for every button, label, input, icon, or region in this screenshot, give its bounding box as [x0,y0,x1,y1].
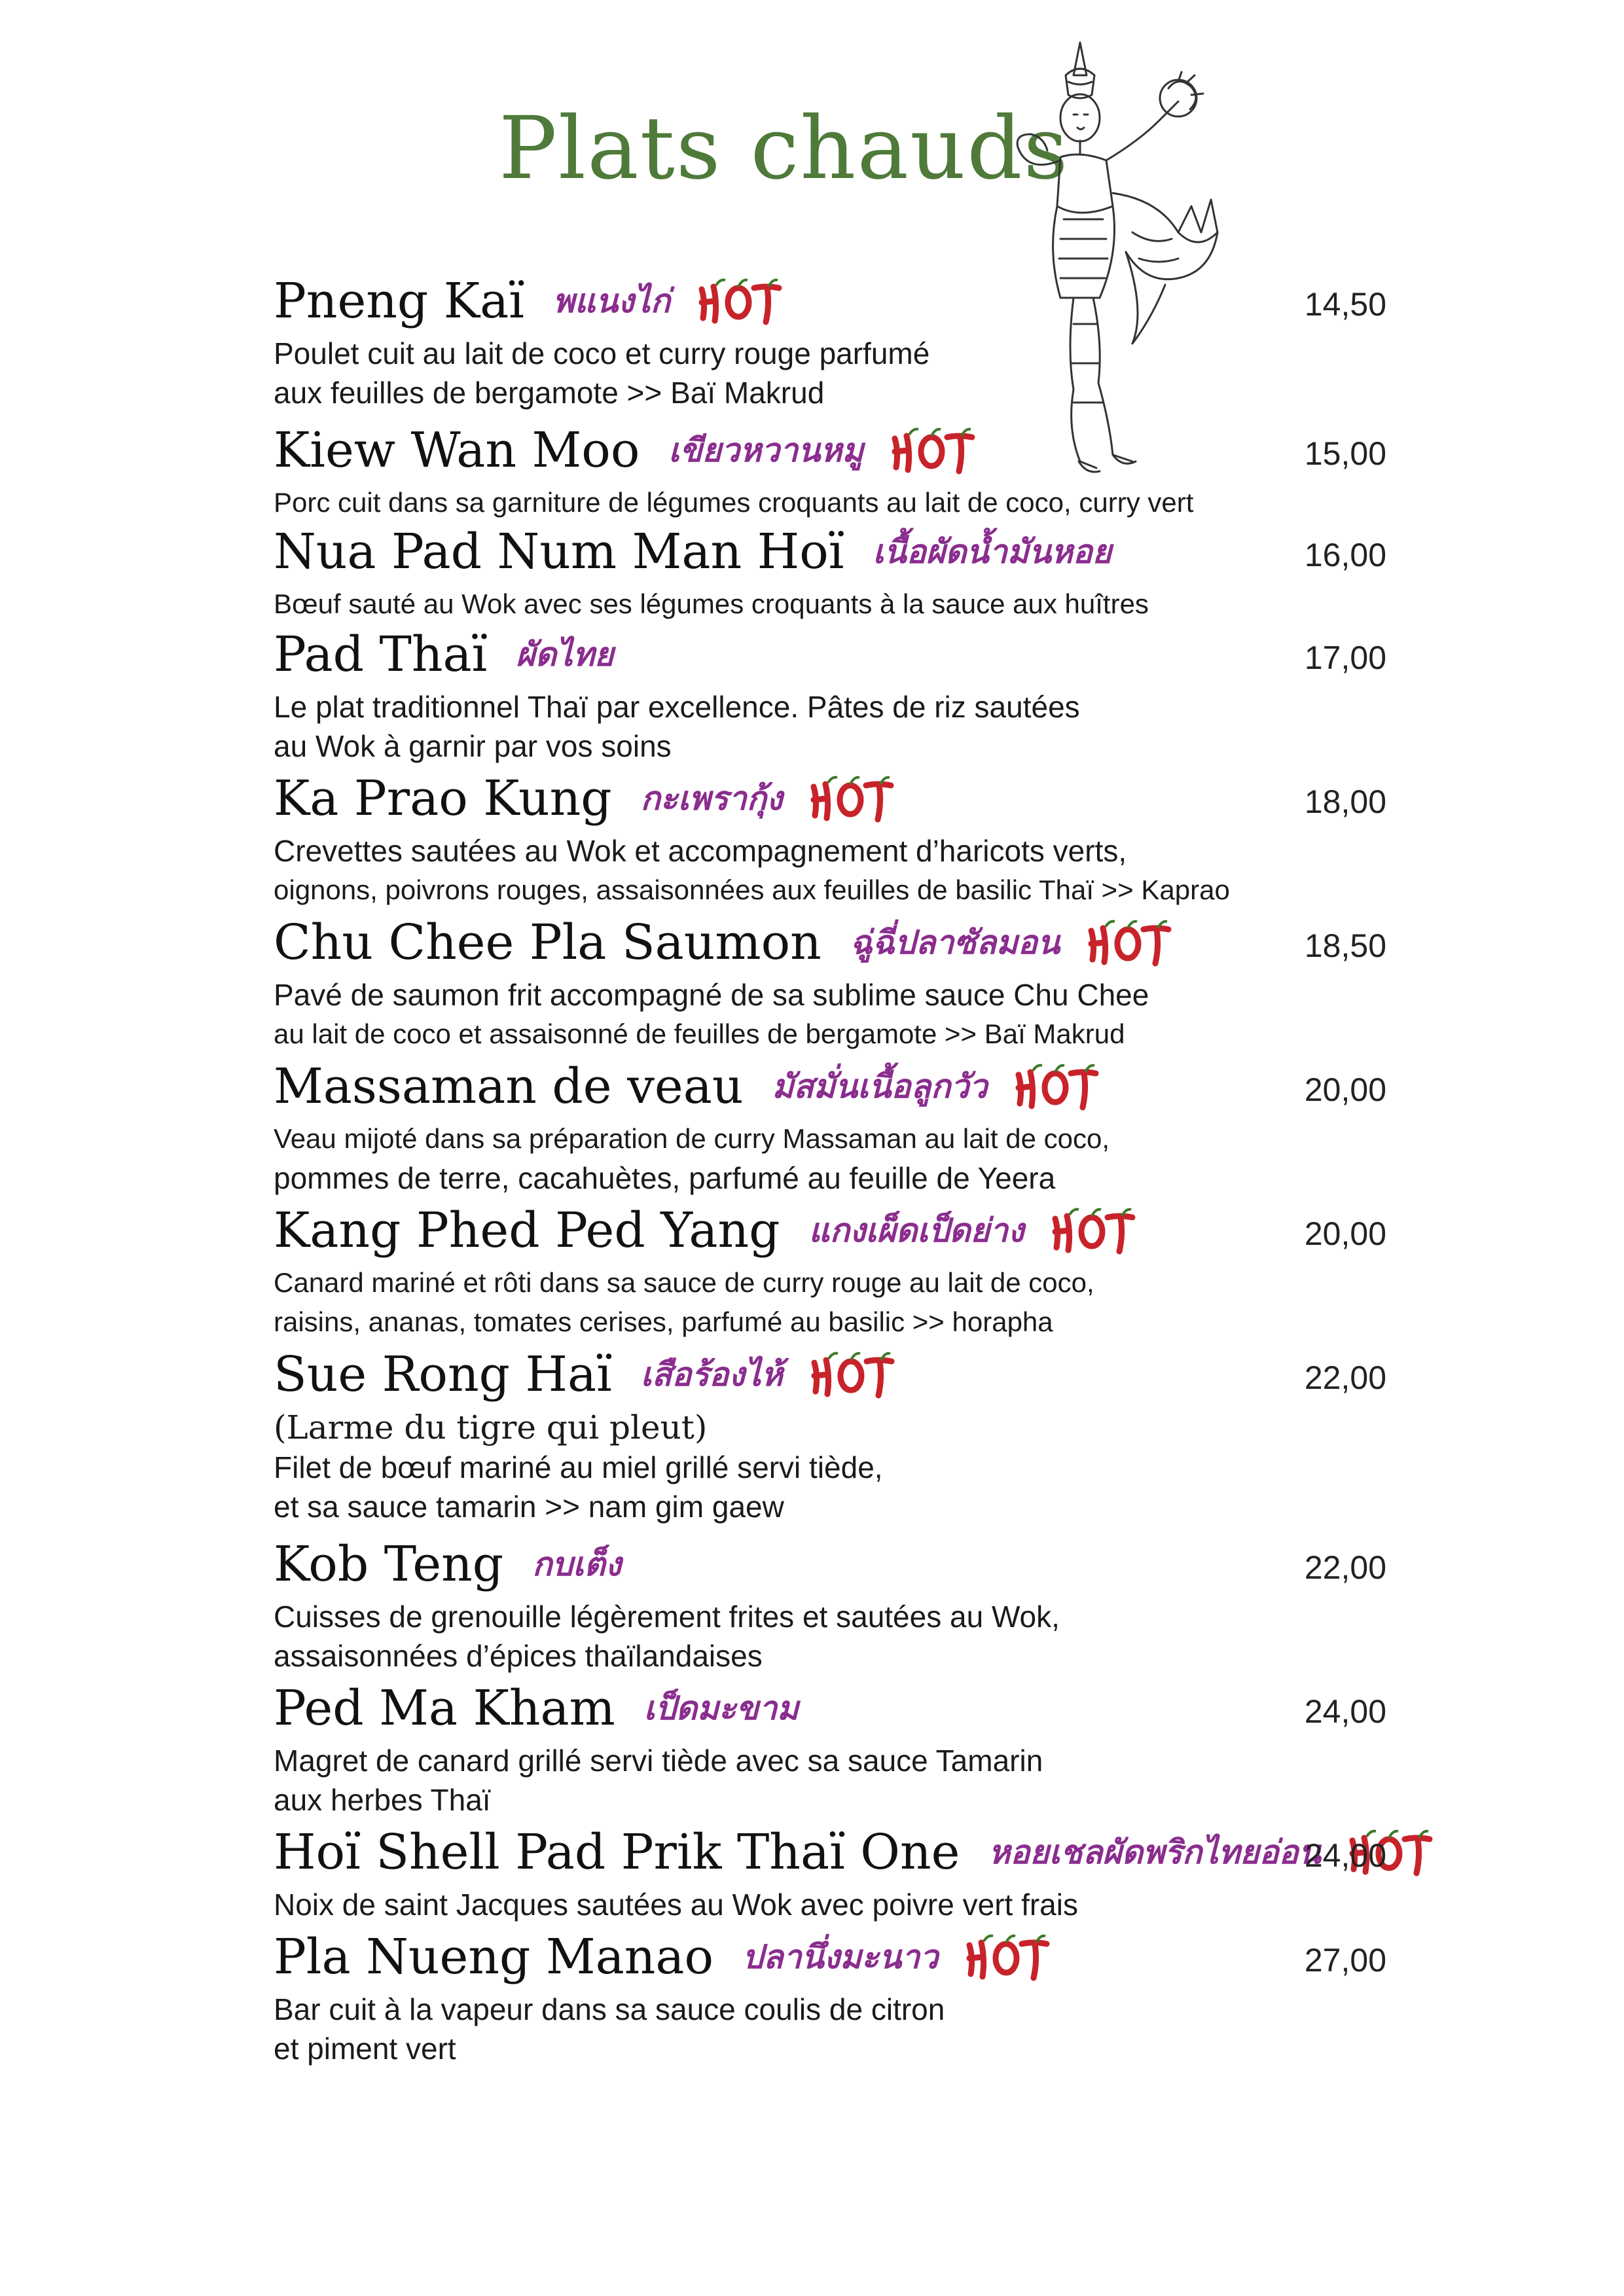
dish-thai-name: พแนงไก่ [552,281,671,320]
dish-thai-name: ปลานึ่งมะนาว [742,1937,939,1976]
menu-item [274,268,1386,412]
dish-description-line: et sa sauce tamarin >> nam gim gaew [274,1490,784,1524]
dish-price: 20,00 [1304,1215,1386,1252]
dish-description-line: Poulet cuit au lait de coco et curry rouge parfumé [274,336,930,370]
dish-name: Kiew Wan Moo [274,422,640,478]
dish-description-line: aux herbes Thaï [274,1783,491,1817]
dish-name: Ped Ma Kham [274,1680,615,1736]
dish-description-line: Magret de canard grillé servi tiède avec sa sauce Tamarin [274,1744,1043,1778]
dish-name: Pad Thaï [274,626,488,683]
dish-description-line: Veau mijoté dans sa préparation de curry Massaman au lait de coco, [274,1123,1110,1154]
menu-item-header [274,1054,1386,1119]
dish-name: Pneng Kaï [274,273,524,329]
menu-item [274,1820,1386,1924]
menu-item [274,1054,1386,1198]
hot-chili-icon [804,772,896,825]
dish-name: Kob Teng [274,1536,504,1592]
dish-description-line: Pavé de saumon frit accompagné de sa sublime sauce Chu Chee [274,978,1149,1012]
dish-description-line: Noix de saint Jacques sautées au Wok avec poivre vert frais [274,1888,1078,1922]
dish-thai-name: กะเพรากุ้ง [640,778,783,817]
dish-description-line: Bœuf sauté au Wok avec ses légumes croquants à la sauce aux huîtres [274,588,1149,619]
menu-item-header [274,1532,1386,1597]
menu-item-header [274,910,1386,975]
dish-description-line: Crevettes sautées au Wok et accompagnement d’haricots verts, [274,834,1127,868]
dish-price: 22,00 [1304,1549,1386,1586]
menu-item [274,1924,1386,2068]
dish-price: 18,50 [1304,927,1386,964]
dish-name: Nua Pad Num Man Hoï [274,524,844,580]
dish-description-line: Bar cuit à la vapeur dans sa sauce coulis de citron [274,1992,945,2026]
menu-item [274,766,1386,910]
menu-item [274,1198,1386,1342]
dish-price: 16,00 [1304,537,1386,573]
dish-thai-name: เสือร้องไห้ [640,1354,783,1393]
dish-price: 24,00 [1304,1837,1386,1874]
menu-item-header [274,418,1386,483]
hot-chili-icon [960,1931,1052,1983]
dish-name: Chu Chee Pla Saumon [274,914,821,971]
dish-thai-name: เขียวหวานหมู [668,430,864,469]
dish-price: 27,00 [1304,1942,1386,1979]
dish-subtitle: (Larme du tigre qui pleut) [274,1408,708,1446]
dish-description-line: pommes de terre, cacahuètes, parfumé au feuille de Yeera [274,1161,1056,1195]
hot-chili-icon [1009,1060,1101,1113]
dish-price: 17,00 [1304,639,1386,676]
menu-item [274,1676,1386,1820]
menu-item-header [274,766,1386,831]
dish-description-line: Le plat traditionnel Thaï par excellence. Pâtes de riz sautées [274,690,1080,724]
dish-description-line: Cuisses de grenouille légèrement frites et sautées au Wok, [274,1600,1060,1634]
dish-thai-name: มัสมั่นเนื้อลูกวัว [772,1066,988,1105]
dish-description-line: Porc cuit dans sa garniture de légumes croquants au lait de coco, curry vert [274,487,1194,518]
menu-item [274,622,1386,766]
dish-price: 18,00 [1304,783,1386,820]
dish-description-line: Canard mariné et rôti dans sa sauce de curry rouge au lait de coco, [274,1267,1094,1298]
dish-description-line: et piment vert [274,2032,456,2066]
dish-name: Kang Phed Ped Yang [274,1202,780,1259]
dish-thai-name: ฉู่ฉี่ปลาซัลมอน [850,922,1060,961]
dish-description-line: Filet de bœuf mariné au miel grillé servi tiède, [274,1450,883,1484]
dish-thai-name: เนื้อผัดน้ำมันหอย [873,531,1112,571]
menu-item-header [274,1342,1386,1407]
hot-chili-icon [1082,916,1174,969]
dish-price: 20,00 [1304,1071,1386,1108]
dish-price: 14,50 [1304,286,1386,323]
hot-chili-icon [693,275,784,327]
dish-description-line: raisins, ananas, tomates cerises, parfumé au basilic >> horapha [274,1306,1053,1337]
menu-item-header [274,519,1386,584]
dish-name: Sue Rong Haï [274,1346,612,1403]
menu-item [274,519,1386,624]
menu-item [274,418,1386,522]
page-title: Plats chauds [499,98,1070,199]
dish-thai-name: แกงเผ็ดเป็ดย่าง [808,1210,1024,1249]
menu-item [274,910,1386,1054]
hot-chili-icon [886,424,977,476]
dish-description-line: aux feuilles de bergamote >> Baï Makrud [274,376,825,410]
dish-description-line: au Wok à garnir par vos soins [274,729,672,763]
dish-name: Massaman de veau [274,1058,744,1115]
dish-name: Hoï Shell Pad Prik Thaï One [274,1824,960,1880]
menu-item-header [274,1198,1386,1263]
menu-item [274,1532,1386,1676]
dish-thai-name: ผัดไทย [516,634,614,673]
dish-description-line: oignons, poivrons rouges, assaisonnées aux feuilles de basilic Thaï >> Kaprao [274,874,1230,905]
dish-description-line: au lait de coco et assaisonné de feuilles de bergamote >> Baï Makrud [274,1018,1125,1049]
menu-item [274,1342,1386,1526]
menu-item-header [274,268,1386,334]
menu-item-header [274,622,1386,687]
dish-description-line: assaisonnées d’épices thaïlandaises [274,1639,763,1673]
menu-item-header [274,1676,1386,1741]
dish-name: Ka Prao Kung [274,770,612,827]
dish-name: Pla Nueng Manao [274,1929,714,1985]
dish-price: 15,00 [1304,435,1386,472]
menu-item-header [274,1924,1386,1990]
dish-thai-name: หอยเชลผัดพริกไทยอ่อน [988,1832,1321,1871]
dish-price: 22,00 [1304,1359,1386,1396]
dish-thai-name: เป็ดมะขาม [643,1688,799,1727]
menu-item-header [274,1820,1386,1885]
hot-chili-icon [1046,1204,1138,1257]
dish-thai-name: กบเต็ง [532,1544,622,1583]
dish-price: 24,00 [1304,1693,1386,1730]
hot-chili-icon [805,1348,897,1401]
